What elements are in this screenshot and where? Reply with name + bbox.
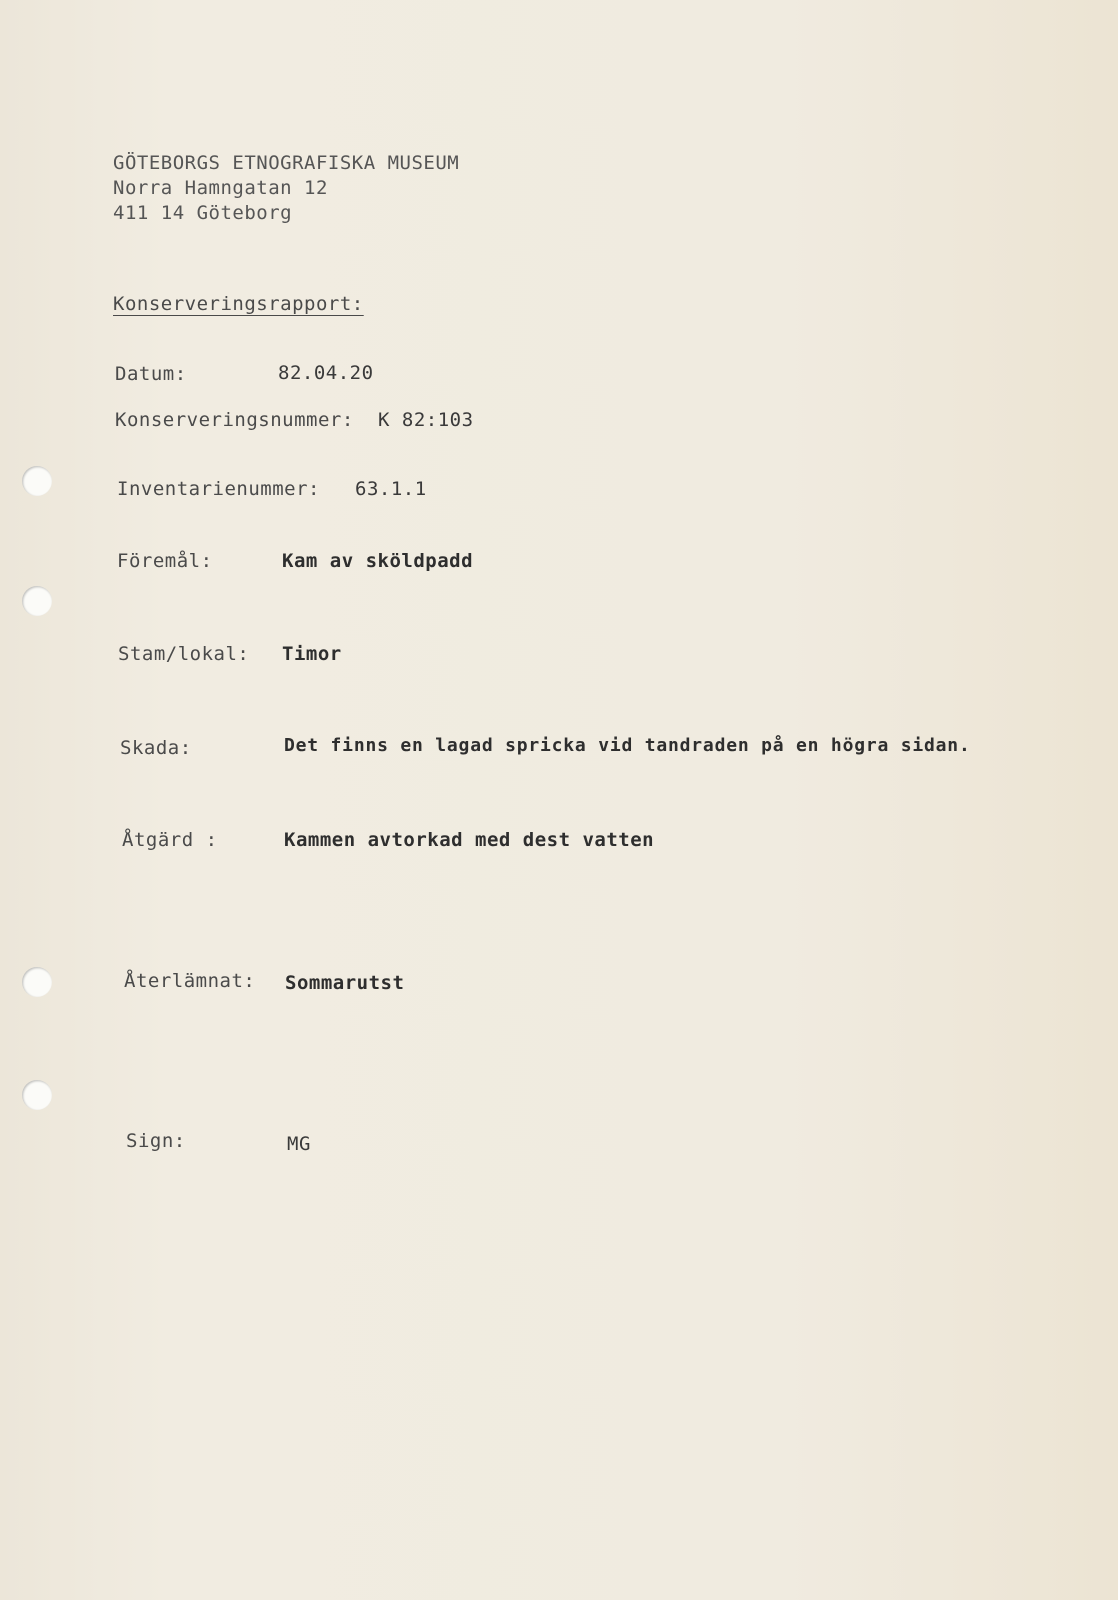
punch-hole bbox=[22, 586, 52, 616]
aterlamnat-value: Sommarutst bbox=[285, 972, 405, 994]
kons-nr-value: K 82:103 bbox=[378, 409, 474, 431]
atgard-label: Åtgärd : bbox=[122, 829, 218, 851]
stam-label: Stam/lokal: bbox=[118, 643, 250, 665]
report-title: Konserveringsrapport: bbox=[113, 293, 364, 315]
kons-nr-label: Konserveringsnummer: bbox=[115, 409, 354, 431]
punch-hole bbox=[22, 1080, 52, 1110]
foremal-value: Kam av sköldpadd bbox=[282, 550, 474, 572]
museum-street: Norra Hamngatan 12 bbox=[113, 177, 328, 199]
datum-value: 82.04.20 bbox=[278, 362, 374, 384]
stam-value: Timor bbox=[282, 643, 342, 665]
punch-hole bbox=[22, 967, 52, 997]
inv-nr-label: Inventarienummer: bbox=[117, 478, 320, 500]
skada-value: Det finns en lagad spricka vid tandraden på en högra sidan. bbox=[284, 735, 971, 756]
datum-label: Datum: bbox=[115, 363, 187, 385]
aterlamnat-label: Återlämnat: bbox=[124, 970, 256, 992]
skada-label: Skada: bbox=[120, 737, 192, 759]
sign-value: MG bbox=[287, 1133, 311, 1155]
foremal-label: Föremål: bbox=[117, 550, 213, 572]
punch-hole bbox=[22, 466, 52, 496]
sign-label: Sign: bbox=[126, 1130, 186, 1152]
atgard-value: Kammen avtorkad med dest vatten bbox=[284, 829, 655, 851]
museum-city: 411 14 Göteborg bbox=[113, 202, 293, 224]
museum-name: GÖTEBORGS ETNOGRAFISKA MUSEUM bbox=[113, 152, 460, 174]
inv-nr-value: 63.1.1 bbox=[355, 478, 427, 500]
